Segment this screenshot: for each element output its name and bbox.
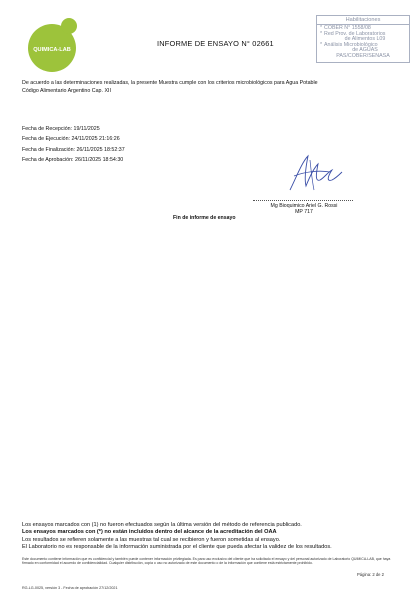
fecha-finalizacion: Fecha de Finalización: 26/11/2025 18:52:37 <box>22 146 125 153</box>
logo-arc-text: LAB TORIO <box>40 6 81 17</box>
habilitacion-item: * COBER N° 1558/08 <box>320 25 371 31</box>
signature-line <box>253 200 353 201</box>
habilitaciones-list <box>316 24 410 63</box>
dates-block <box>22 124 125 166</box>
confidentiality-notice: Este documento contiene información que es confidencial y también puede contener información privilegiada. Es para uso exclusivo del cliente que ha solicitado el ensayo y del personal autorizado de Laboratorio QUIMICA-LAB, que haya firmado en conformidad el acuerdo de confidencialidad. Cualquier distribución, copia o uso no autorizado de este documento o de la información que contiene está estrictamente prohibido. <box>22 557 391 566</box>
report-title: INFORME DE ENSAYO N° 02661 <box>157 39 274 48</box>
habilitaciones-title: Habilitaciones <box>316 15 410 24</box>
fecha-aprobacion: Fecha de Aprobación: 26/11/2025 18:54:30 <box>22 157 124 164</box>
habilitaciones-footer: PAS/COBER/SENASA <box>336 52 390 59</box>
note-1: Los ensayos marcados con (1) no fueron efectuados según la última versión del método de referencia publicado. <box>22 522 302 528</box>
svg-text:LABORATORIO <box>41 6 81 16</box>
habilitacion-item: * Red Prov. de Laboratorios de Alimentos L09 <box>320 30 386 43</box>
document-code: RG-LG-0025, versión 3 - Fecha de aprobación 27/12/2021 <box>22 586 118 590</box>
signatory-name: Mg Bioquimico Ariel G. Rossi <box>270 203 338 209</box>
signatory-mp: MP 717 <box>295 209 313 215</box>
habilitacion-item: * Análisis Microbiológico de AGUAS <box>320 41 378 54</box>
logo-center-text: QUIMICA-LAB <box>33 47 71 53</box>
note-3: Los resultados se refieren solamente a las muestras tal cual se recibieron y fueron sometidas al ensayo. <box>22 536 281 543</box>
fecha-ejecucion: Fecha de Ejecución: 24/11/2025 21:16:26 <box>22 136 120 143</box>
habilitaciones-box <box>316 15 410 63</box>
intro-paragraph <box>22 80 318 95</box>
intro-line: Código Alimentario Argentino Cap. XII <box>22 87 111 94</box>
handwritten-signature <box>284 150 344 196</box>
note-4: El Laboratorio no es responsable de la información suministrada por el cliente que pueda afectar la validez de los resultados. <box>22 543 332 550</box>
fecha-recepcion: Fecha de Recepción: 19/11/2025 <box>22 126 100 132</box>
note-2: Los ensayos marcados con (*) no están incluidos dentro del alcance de la acreditación del OAA <box>22 529 277 536</box>
intro-line: De acuerdo a las determinaciones realizadas, la presente Muestra cumple con los criterios microbiológicos para Agua Potable <box>22 80 318 86</box>
signatory <box>254 203 354 215</box>
end-of-report: Fin de informe de ensayo <box>173 215 236 221</box>
lab-logo <box>14 6 102 74</box>
page-number: Página: 2 de 2 <box>357 572 385 577</box>
notes-block <box>22 522 332 551</box>
